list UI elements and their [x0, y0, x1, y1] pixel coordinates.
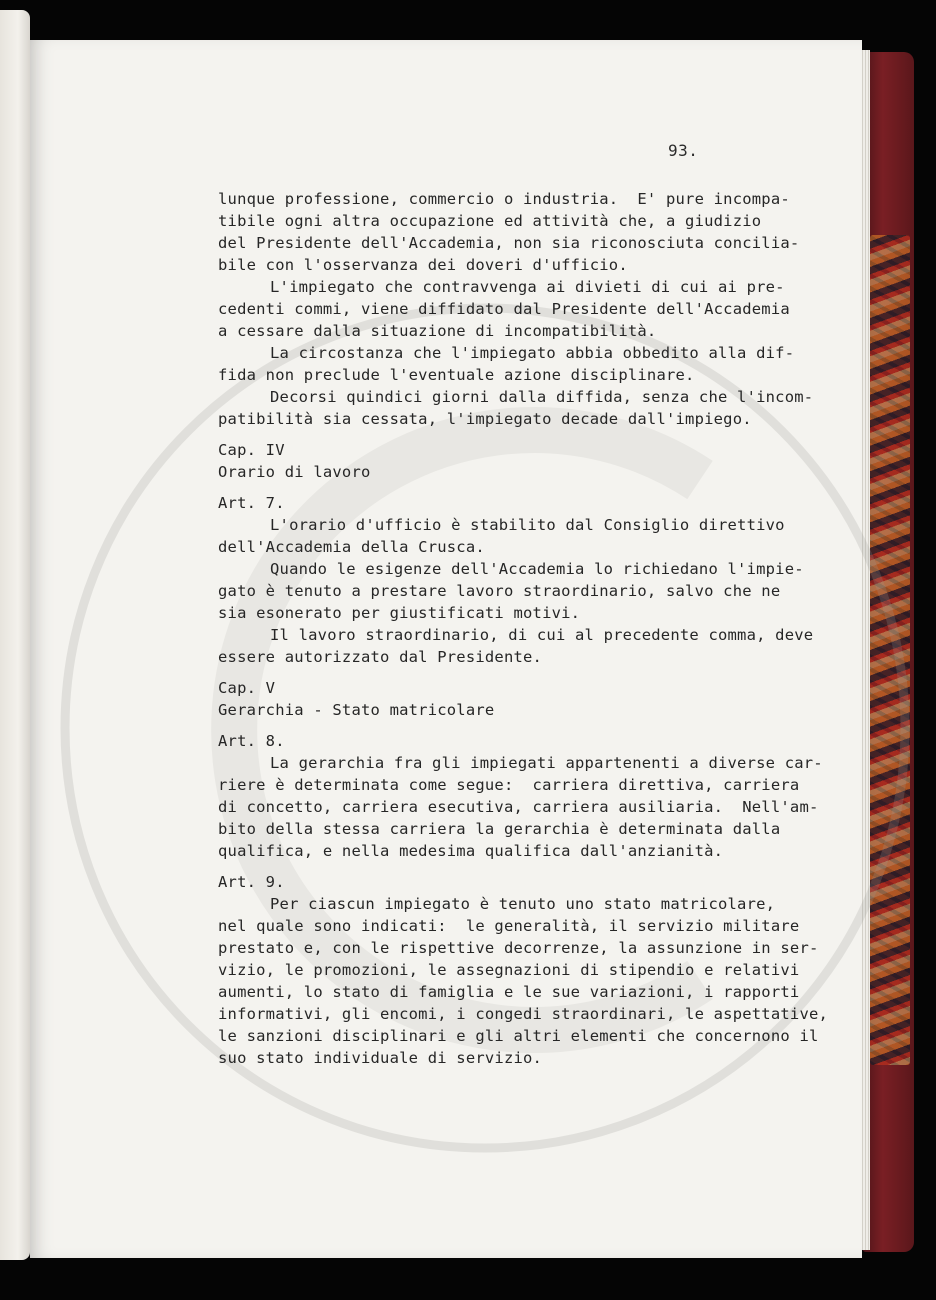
text-line: L'impiegato che contravvenga ai divieti di cui ai pre- [270, 278, 785, 296]
text-line: qualifica, e nella medesima qualifica dall'anzianità. [218, 842, 724, 860]
text-line: Art. 9. [218, 873, 285, 891]
text-line: Decorsi quindici giorni dalla diffida, senza che l'incom- [270, 388, 814, 406]
text-line: informativi, gli encomi, i congedi straordinari, le aspettative, [218, 1005, 829, 1023]
text-line: a cessare dalla situazione di incompatibilità. [218, 322, 657, 340]
marbled-edge [870, 235, 910, 1065]
page-number: 93. [668, 141, 699, 160]
text-line: dell'Accademia della Crusca. [218, 538, 485, 556]
text-line: La gerarchia fra gli impiegati appartenenti a diverse car- [270, 754, 823, 772]
text-line: aumenti, lo stato di famiglia e le sue variazioni, i rapporti [218, 983, 800, 1001]
text-line: lunque professione, commercio o industria. E' pure incompa- [218, 190, 790, 208]
text-line: La circostanza che l'impiegato abbia obbedito alla dif- [270, 344, 795, 362]
text-line: le sanzioni disciplinari e gli altri elementi che concernono il [218, 1027, 819, 1045]
text-line: Il lavoro straordinario, di cui al precedente comma, deve [270, 626, 814, 644]
text-line: Art. 7. [218, 494, 285, 512]
text-line: di concetto, carriera esecutiva, carriera ausiliaria. Nell'am- [218, 798, 819, 816]
text-line: nel quale sono indicati: le generalità, il servizio militare [218, 917, 800, 935]
text-line: gato è tenuto a prestare lavoro straordinario, salvo che ne [218, 582, 781, 600]
text-line: prestato e, con le rispettive decorrenze, la assunzione in ser- [218, 939, 819, 957]
text-line: suo stato individuale di servizio. [218, 1049, 543, 1067]
text-line: bito della stessa carriera la gerarchia è determinata dalla [218, 820, 781, 838]
text-line: riere è determinata come segue: carriera direttiva, carriera [218, 776, 800, 794]
text-line: patibilità sia cessata, l'impiegato decade dall'impiego. [218, 410, 752, 428]
text-line: sia esonerato per giustificati motivi. [218, 604, 581, 622]
text-line: vizio, le promozioni, le assegnazioni di stipendio e relativi [218, 961, 800, 979]
text-line: cedenti commi, viene diffidato dal Presidente dell'Accademia [218, 300, 790, 318]
text-line: Art. 8. [218, 732, 285, 750]
text-line: Per ciascun impiegato è tenuto uno stato matricolare, [270, 895, 776, 913]
text-line: del Presidente dell'Accademia, non sia riconosciuta concilia- [218, 234, 800, 252]
left-page-edge [0, 10, 30, 1260]
text-line: essere autorizzato dal Presidente. [218, 648, 543, 666]
text-line: Cap. IV [218, 441, 285, 459]
text-line: Gerarchia - Stato matricolare [218, 701, 495, 719]
document-text [218, 188, 829, 1069]
text-line: L'orario d'ufficio è stabilito dal Consiglio direttivo [270, 516, 785, 534]
text-line: tibile ogni altra occupazione ed attività che, a giudizio [218, 212, 762, 230]
text-line: Orario di lavoro [218, 463, 371, 481]
text-line: bile con l'osservanza dei doveri d'ufficio. [218, 256, 628, 274]
text-line: Cap. V [218, 679, 276, 697]
text-line: fida non preclude l'eventuale azione disciplinare. [218, 366, 695, 384]
text-line: Quando le esigenze dell'Accademia lo richiedano l'impie- [270, 560, 804, 578]
